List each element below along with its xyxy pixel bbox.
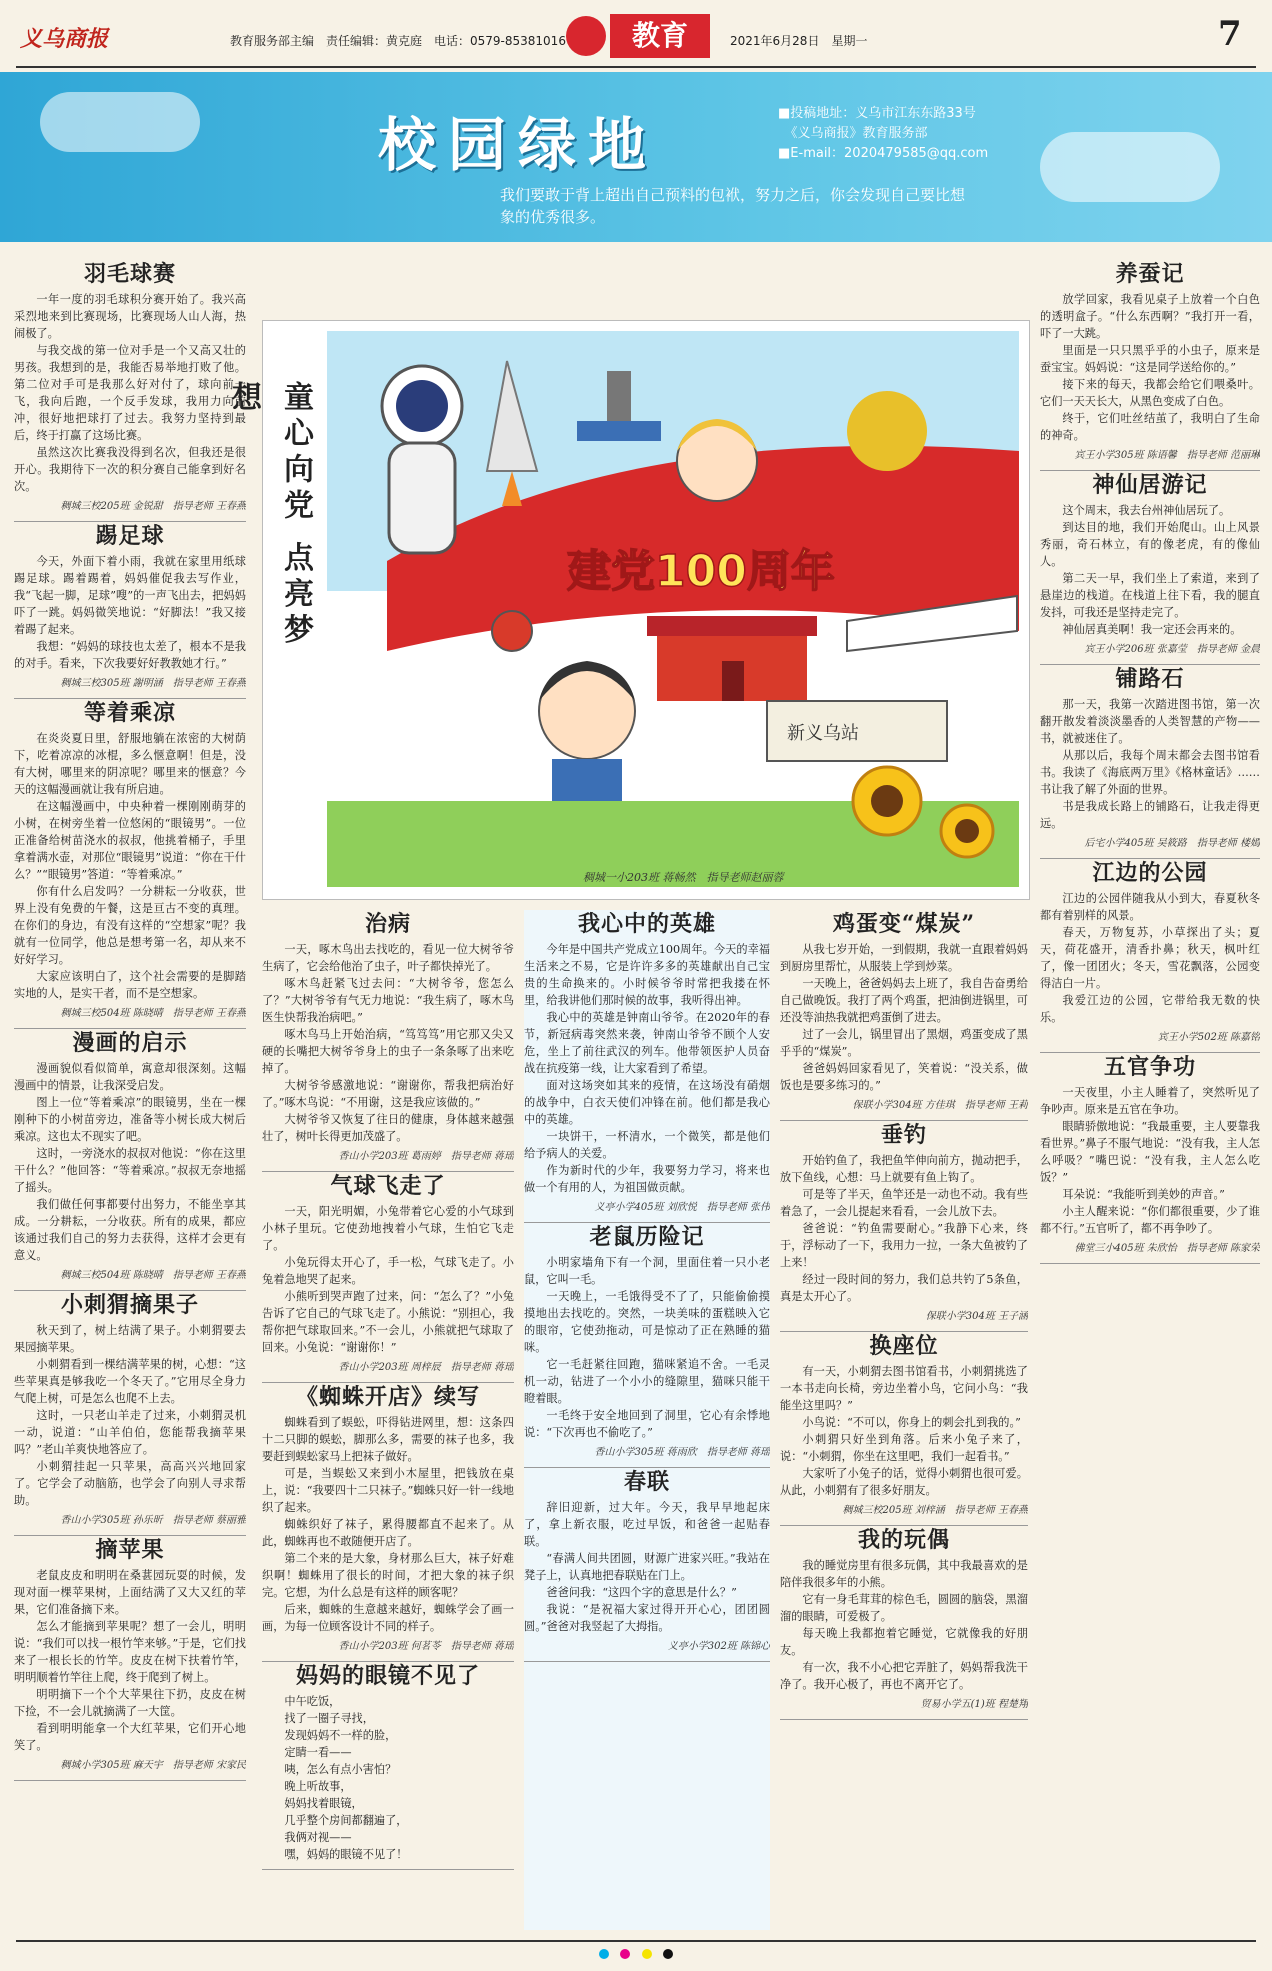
featured-drawing bbox=[226, 320, 1030, 900]
article-paragraph: 作为新时代的少年，我要努力学习，将来也做一个有用的人，为祖国做贡献。 bbox=[524, 1164, 770, 1194]
drawing-canvas bbox=[327, 331, 1019, 887]
article-paragraph: “春满人间共团圆，财源广进家兴旺。”我站在凳子上，认真地把春联贴在门上。 bbox=[524, 1552, 770, 1582]
article-paragraph: 小鸟说：“不可以，你身上的刺会扎到我的。” bbox=[802, 1416, 1021, 1429]
contact-dept: 《义乌商报》教育服务部 bbox=[778, 126, 928, 141]
author-byline: 保联小学304班 方佳琪 指导老师 王莉 bbox=[852, 1100, 1028, 1111]
article-paragraph: 我说：“是祝福大家过得开开心心，团团圆圆。”爸爸对我竖起了大拇指。 bbox=[524, 1603, 770, 1633]
column-5 bbox=[1040, 260, 1260, 1930]
article-paragraph: 爸爸说：“钓鱼需要耐心。”我静下心来，终于，浮标动了一下，我用力一拉，一条大鱼被钓了上来！ bbox=[780, 1222, 1028, 1269]
section-title: 校园绿地 bbox=[378, 111, 659, 179]
author-byline: 稠城三校504班 陈晓晴 指导老师 王春燕 bbox=[60, 1008, 246, 1019]
logo-icon bbox=[566, 16, 606, 56]
article-paragraph: 从我七岁开始，一到假期，我就一直跟着妈妈到厨房里帮忙，从服装上学到炒菜。 bbox=[780, 943, 1028, 973]
cloud-decoration bbox=[40, 92, 200, 152]
author-byline: 义亭小学302班 陈锦心 bbox=[667, 1641, 770, 1652]
article-paragraph: 这时，一旁浇水的叔叔对他说：“你在这里干什么？”他回答：“等着乘凉。”叔叔无奈地摇了摇头。 bbox=[14, 1147, 246, 1194]
article-paragraph: 江边的公园伴随我从小到大，春夏秋冬都有着别样的风景。 bbox=[1040, 892, 1260, 922]
article-title: 等着乘凉 bbox=[83, 700, 176, 726]
article bbox=[14, 700, 246, 1029]
article-paragraph: 几乎整个房间都翻遍了， bbox=[284, 1814, 408, 1827]
banner-quote: 我们要敢于背上超出自己预料的包袱，努力之后，你会发现自己要比想象的优秀很多。 bbox=[500, 186, 966, 226]
column-4 bbox=[780, 910, 1028, 1930]
submission-contact bbox=[778, 104, 988, 164]
article-title: 换座位 bbox=[869, 1333, 939, 1359]
article-paragraph: 里面是一只只黑乎乎的小虫子，原来是蚕宝宝。妈妈说：“这是同学送给你的。” bbox=[1040, 344, 1260, 374]
article-paragraph: 我爱江边的公园，它带给我无数的快乐。 bbox=[1040, 994, 1260, 1024]
train-station-icon bbox=[767, 701, 947, 761]
article-paragraph: 耳朵说：“我能听到美妙的声音。” bbox=[1062, 1188, 1225, 1201]
article bbox=[1040, 261, 1260, 471]
cloud-decoration bbox=[1040, 132, 1220, 202]
article-paragraph: 小刺猬挂起一只苹果，高高兴兴地回家了。它学会了动脑筋，也学会了向别人寻求帮助。 bbox=[14, 1460, 246, 1507]
article-paragraph: 我想：“妈妈的球技也太差了，根本不是我的对手。看来，下次我要好好教教她才行。” bbox=[14, 640, 246, 670]
drawing-title: 童心向党 点亮梦想 bbox=[226, 381, 313, 650]
article-title: 铺路石 bbox=[1115, 666, 1185, 692]
party-anniversary-drawing bbox=[327, 331, 1019, 887]
article-paragraph: 虽然这次比赛我没得到名次，但我还是很开心。我期待下一次的积分赛自己能拿到好名次。 bbox=[14, 446, 246, 493]
column-3 bbox=[524, 910, 770, 1930]
article-divider bbox=[14, 1535, 246, 1536]
article-paragraph: 老鼠皮皮和明明在桑葚园玩耍的时候，发现对面一棵苹果树，上面结满了又大又红的苹果，它们准备摘下来。 bbox=[14, 1569, 246, 1616]
author-byline: 宾王小学206班 张嘉莹 指导老师 金晨 bbox=[1084, 644, 1260, 655]
article-paragraph: 可是，当蜈蚣又来到小木屋里，把钱放在桌上，说：“我要四十二只袜子。”蜘蛛只好一针一线地织了起来。 bbox=[262, 1467, 514, 1514]
article-divider bbox=[780, 1120, 1028, 1121]
author-byline: 佛堂三小405班 朱欣怡 指导老师 陈家荣 bbox=[1074, 1243, 1260, 1254]
article-paragraph: 啄木鸟马上开始治病，“笃笃笃”用它那又尖又硬的长嘴把大树爷爷身上的虫子一条条啄了出来吃掉了。 bbox=[262, 1028, 514, 1075]
article-paragraph: 今年是中国共产党成立100周年。今天的幸福生活来之不易，它是许许多多的英雄献出自己宝贵的生命换来的。小时候爷爷时常把我搂在怀里，给我讲他们那时候的故事，我听得出神。 bbox=[524, 943, 770, 1007]
girl-saluting-icon bbox=[677, 419, 757, 501]
article-divider bbox=[524, 1222, 770, 1223]
article-paragraph: 我俩对视—— bbox=[284, 1831, 352, 1844]
article-paragraph: 每天晚上我都抱着它睡觉，它就像我的好朋友。 bbox=[780, 1627, 1028, 1657]
drawing-caption: 稠城一小203班 蒋畅然 指导老师赵丽蓉 bbox=[583, 871, 784, 884]
article-paragraph: 妈妈找着眼镜， bbox=[284, 1797, 363, 1810]
newspaper-name: 义乌商报 bbox=[20, 26, 109, 52]
issue-date: 2021年6月28日 星期一 bbox=[730, 34, 868, 48]
article bbox=[262, 911, 514, 1172]
article bbox=[780, 1333, 1028, 1526]
article-paragraph: 有一次，我不小心把它弄脏了，妈妈帮我洗干净了。我开心极了，再也不离开它了。 bbox=[780, 1661, 1028, 1691]
article-paragraph: 面对这场突如其来的疫情，在这场没有硝烟的战争中，白衣天使们冲锋在前。他们都是我心中的英雄。 bbox=[524, 1079, 770, 1126]
article-title: 春联 bbox=[623, 1469, 670, 1495]
article-title: 五官争功 bbox=[1103, 1054, 1196, 1080]
article-divider bbox=[1040, 470, 1260, 471]
article-divider bbox=[780, 1331, 1028, 1332]
article bbox=[524, 1469, 770, 1662]
article-paragraph: 春天，万物复苏，小草探出了头；夏天，荷花盛开，清香扑鼻；秋天，枫叶红了，像一团团火；冬天，雪花飘落，公园变得洁白一片。 bbox=[1040, 926, 1260, 990]
article-paragraph: 大树爷爷又恢复了往日的健康，身体越来越强壮了，树叶长得更加茂盛了。 bbox=[262, 1113, 514, 1143]
article-title: 《蜘蛛开店》续写 bbox=[295, 1384, 480, 1410]
article-paragraph: 咦，怎么有点小害怕？ bbox=[284, 1763, 397, 1776]
article-paragraph: 那一天，我第一次踏进图书馆，第一次翻开散发着淡淡墨香的人类智慧的产物——书，就被迷住了。 bbox=[1040, 698, 1260, 745]
article bbox=[780, 1122, 1028, 1332]
author-byline: 香山小学305班 孙乐昕 指导老师 蔡丽雅 bbox=[60, 1515, 246, 1526]
article-paragraph: 中午吃饭， bbox=[284, 1695, 341, 1708]
article-paragraph: 它一毛赶紧往回跑，猫咪紧追不舍。一毛灵机一动，钻进了一个小小的缝隙里，猫咪只能干瞪着眼。 bbox=[524, 1358, 770, 1405]
editor-info: 教育服务部主编 责任编辑：黄克庭 电话：0579-85381016 bbox=[230, 34, 566, 48]
article-paragraph: 漫画貌似看似简单，寓意却很深刻。这幅漫画中的情景，让我深受启发。 bbox=[14, 1062, 246, 1092]
author-byline: 香山小学203班 周梓辰 指导老师 蒋瑶 bbox=[338, 1362, 514, 1373]
article-paragraph: 过了一会儿，锅里冒出了黑烟，鸡蛋变成了黑乎乎的“煤炭”。 bbox=[780, 1028, 1028, 1058]
article-divider bbox=[1040, 664, 1260, 665]
article-paragraph: 一年一度的羽毛球积分赛开始了。我兴高采烈地来到比赛现场，比赛现场人山人海，热闹极了。 bbox=[14, 293, 246, 340]
article-paragraph: 小主人醒来说：“你们都很重要，少了谁都不行。”五官听了，都不再争吵了。 bbox=[1040, 1205, 1260, 1235]
article-paragraph: 第二个来的是大象，身材那么巨大，袜子好难织啊！蜘蛛用了很长的时间，才把大象的袜子织完。它想，为什么总是有这样的顾客呢？ bbox=[262, 1552, 514, 1599]
article-paragraph: 图上一位“等着乘凉”的眼镜男，坐在一棵刚种下的小树苗旁边，准备等小树长成大树后乘凉。这也太不现实了吧。 bbox=[14, 1096, 246, 1143]
yellow-mark bbox=[642, 1949, 652, 1959]
article bbox=[1040, 666, 1260, 859]
astronaut-icon bbox=[382, 366, 462, 553]
tiananmen-icon bbox=[647, 616, 817, 701]
article-paragraph: 接下来的每天，我都会给它们喂桑叶。它们一天天长大，从黑色变成了白色。 bbox=[1040, 378, 1260, 408]
article-paragraph: 在炎炎夏日里，舒服地躺在浓密的大树荫下，吃着凉凉的冰棍，多么惬意啊！但是，没有大树，哪里来的阴凉呢？哪里来的惬意？今天的这幅漫画就让我有所启迪。 bbox=[14, 732, 246, 796]
author-byline: 香山小学305班 蒋雨欣 指导老师 蒋瑶 bbox=[594, 1447, 770, 1458]
article-paragraph: 定睛一看—— bbox=[284, 1746, 352, 1759]
article-title: 老鼠历险记 bbox=[589, 1224, 705, 1250]
article-title: 我的玩偶 bbox=[857, 1527, 950, 1553]
color-registration-marks bbox=[0, 1944, 1272, 1964]
article-paragraph: 怎么才能摘到苹果呢？想了一会儿，明明说：“我们可以找一根竹竿来够。”于是，它们找来了一根长长的竹竿。皮皮在树下扶着竹竿，明明顺着竹竿往上爬，终于爬到了树上。 bbox=[14, 1620, 246, 1684]
article-paragraph: 一天夜里，小主人睡着了，突然听见了争吵声。原来是五官在争功。 bbox=[1040, 1086, 1260, 1116]
article-paragraph: 一天晚上，爸爸妈妈去上班了，我自告奋勇给自己做晚饭。我打了两个鸡蛋，把油倒进锅里，可还没等油热我就把鸡蛋倒了进去。 bbox=[780, 977, 1028, 1024]
article bbox=[780, 1527, 1028, 1720]
article bbox=[524, 1224, 770, 1468]
article-paragraph: 这时，一只老山羊走了过来，小刺猬灵机一动，说道：“山羊伯伯，您能帮我摘苹果吗？”老山羊爽快地答应了。 bbox=[14, 1409, 246, 1456]
black-mark bbox=[663, 1949, 673, 1959]
article-divider bbox=[262, 1869, 514, 1870]
article-paragraph: 今天，外面下着小雨，我就在家里用纸球踢足球。踢着踢着，妈妈催促我去写作业，我“飞起一脚，足球”嗖”的一声飞出去，把妈妈吓了一跳。妈妈微笑地说：“好脚法！”我又接着踢了起来。 bbox=[14, 555, 246, 636]
article bbox=[262, 1663, 514, 1870]
section-name: 教育 bbox=[610, 14, 710, 58]
article-paragraph: 小刺猬看到一棵结满苹果的树，心想：“这些苹果真是够我吃一个冬天了。”它用尽全身力气爬上树，可是怎么也爬不上去。 bbox=[14, 1358, 246, 1405]
article bbox=[1040, 860, 1260, 1053]
article-paragraph: 啄木鸟赶紧飞过去问：“大树爷爷，您怎么了？”大树爷爷有气无力地说：“我生病了，啄木鸟医生快帮我治病吧。” bbox=[262, 977, 514, 1024]
article-divider bbox=[780, 1719, 1028, 1720]
article-paragraph: 一天晚上，一毛饿得受不了了，只能偷偷摸摸地出去找吃的。突然，一块美味的蛋糕映入它的眼帘，它使劲拖动，可是惊动了正在熟睡的猫咪。 bbox=[524, 1290, 770, 1354]
article-paragraph: 我的睡觉房里有很多玩偶，其中我最喜欢的是陪伴我很多年的小熊。 bbox=[780, 1559, 1028, 1589]
article-paragraph: 一毛终于安全地回到了洞里，它心有余悸地说：“下次再也不偷吃了。” bbox=[524, 1409, 770, 1439]
article-title: 妈妈的眼镜不见了 bbox=[295, 1663, 480, 1689]
article-divider bbox=[524, 1467, 770, 1468]
article-paragraph: 辞旧迎新，过大年。今天，我早早地起床了，拿上新衣服，吃过早饭，和爸爸一起贴春联。 bbox=[524, 1501, 770, 1548]
article-divider bbox=[14, 698, 246, 699]
article-paragraph: 一天，阳光明媚，小兔带着它心爱的小气球到小林子里玩。它使劲地拽着小气球，生怕它飞走了。 bbox=[262, 1205, 514, 1252]
article bbox=[1040, 472, 1260, 665]
article-paragraph: 开始钓鱼了，我把鱼竿伸向前方，抛动把手，放下鱼线，心想：马上就要有鱼上钩了。 bbox=[780, 1154, 1028, 1184]
page-header bbox=[0, 0, 1272, 72]
article-paragraph: 小刺猬只好坐到角落。后来小兔子来了，说：“小刺猬，你坐在这里吧，我们一起看书。” bbox=[780, 1433, 1028, 1463]
article-paragraph: 大家听了小兔子的话，觉得小刺猬也很可爱。从此，小刺猬有了很多好朋友。 bbox=[780, 1467, 1028, 1497]
author-byline: 宾王小学502班 陈嘉铭 bbox=[1157, 1032, 1260, 1043]
article bbox=[262, 1173, 514, 1383]
article-title: 羽毛球赛 bbox=[83, 261, 176, 287]
article-paragraph: 一天，啄木鸟出去找吃的，看见一位大树爷爷生病了，它会给他治了虫子，叶子都快掉光了。 bbox=[262, 943, 514, 973]
article bbox=[14, 1292, 246, 1536]
article bbox=[14, 261, 246, 522]
cyan-mark bbox=[599, 1949, 609, 1959]
article-title: 鸡蛋变“煤炭” bbox=[832, 911, 976, 937]
article-paragraph: 经过一段时间的努力，我们总共钓了5条鱼，真是太开心了。 bbox=[780, 1273, 1028, 1303]
article-divider bbox=[262, 1661, 514, 1662]
author-byline: 香山小学203班 何茗苓 指导老师 蒋瑶 bbox=[338, 1641, 514, 1652]
article-divider bbox=[262, 1171, 514, 1172]
article-divider bbox=[14, 521, 246, 522]
author-byline: 后宅小学405班 吴筱路 指导老师 楼嫣 bbox=[1084, 838, 1260, 849]
column-1 bbox=[14, 260, 246, 1930]
article-title: 小刺猬摘果子 bbox=[60, 1292, 199, 1318]
article-title: 摘苹果 bbox=[95, 1537, 165, 1563]
article-paragraph: 有一天，小刺猬去图书馆看书，小刺猬挑选了一本书走向长椅，旁边坐着小鸟，它问小鸟：“我能坐这里吗？” bbox=[780, 1365, 1028, 1412]
article-paragraph: 蜘蛛看到了蜈蚣，吓得钻进网里，想：这条四十二只脚的蜈蚣，脚那么多，需要的袜子也多，我要赶到蜈蚣家马上把袜子做好。 bbox=[262, 1416, 514, 1463]
article-divider bbox=[14, 1780, 246, 1781]
section-logo bbox=[566, 14, 716, 58]
article-paragraph: 一块饼干，一杯清水，一个微笑，都是他们给予病人的关爱。 bbox=[524, 1130, 770, 1160]
article-title: 养蚕记 bbox=[1115, 261, 1185, 287]
section-banner bbox=[0, 72, 1272, 242]
article-paragraph: 这个周末，我去台州神仙居玩了。 bbox=[1062, 504, 1231, 517]
article-divider bbox=[14, 1290, 246, 1291]
article-paragraph: 第二天一早，我们坐上了索道，来到了悬崖边的栈道。在栈道上往下看，我的腿直发抖，可我还是坚持走完了。 bbox=[1040, 572, 1260, 619]
article-title: 我心中的英雄 bbox=[577, 911, 716, 937]
article-title: 江边的公园 bbox=[1092, 860, 1208, 886]
author-byline: 稠城三校305班 謝明涵 指导老师 王春燕 bbox=[60, 678, 246, 689]
article-paragraph: 到达目的地，我们开始爬山。山上风景秀丽，奇石林立，有的像老虎，有的像仙人。 bbox=[1040, 521, 1260, 568]
article-paragraph: 小明家墙角下有一个洞，里面住着一只小老鼠，它叫一毛。 bbox=[524, 1256, 770, 1286]
author-byline: 香山小学203班 葛雨婷 指导老师 蒋瑶 bbox=[338, 1151, 514, 1162]
article-divider bbox=[524, 1661, 770, 1662]
article-paragraph: 看到明明能拿一个大红苹果，它们开心地笑了。 bbox=[14, 1722, 246, 1752]
author-byline: 稠城三校205班 金锐甜 指导老师 王春燕 bbox=[60, 501, 246, 512]
article-paragraph: 书是我成长路上的铺路石，让我走得更远。 bbox=[1040, 800, 1260, 830]
article-paragraph: 爸爸问我：“这四个字的意思是什么？” bbox=[546, 1586, 737, 1599]
article bbox=[14, 1030, 246, 1291]
article-paragraph: 秋天到了，树上结满了果子。小刺猬要去果园摘苹果。 bbox=[14, 1324, 246, 1354]
article-paragraph: 我心中的英雄是钟南山爷爷。在2020年的春节，新冠病毒突然来袭，钟南山爷爷不顾个人安危，坐上了前往武汉的列车。他带领医护人员奋战在抗疫第一线，让大家看到了希望。 bbox=[524, 1011, 770, 1075]
page-number: 7 bbox=[1218, 14, 1242, 54]
article-paragraph: 找了一圈子寻找， bbox=[284, 1712, 374, 1725]
article-title: 气球飞走了 bbox=[330, 1173, 446, 1199]
article-paragraph: 眼睛骄傲地说：“我最重要，主人要靠我看世界。”鼻子不服气地说：“没有我，主人怎么呼吸？”嘴巴说：“没有我，主人怎么吃饭？” bbox=[1040, 1120, 1260, 1184]
article bbox=[262, 1384, 514, 1662]
article-paragraph: 在这幅漫画中，中央种着一棵刚刚萌芽的小树，在树旁坐着一位悠闲的“眼镜男”。一位正准备给树苗浇水的叔叔，他挑着桶子，手里拿着满水壶，对那位“眼镜男”说道：“你在干什么？”“眼镜男”答道：“等着乘凉。” bbox=[14, 800, 246, 881]
article-divider bbox=[262, 1382, 514, 1383]
author-byline: 保联小学304班 王子涵 bbox=[925, 1311, 1028, 1322]
author-byline: 稠城三校205班 刘梓涵 指导老师 王春燕 bbox=[842, 1505, 1028, 1516]
article bbox=[1040, 1054, 1260, 1264]
article-paragraph: 可是等了半天，鱼竿还是一动也不动。我有些着急了，一会儿提起来看看，一会儿放下去。 bbox=[780, 1188, 1028, 1218]
article-paragraph: 后来，蜘蛛的生意越来越好，蜘蛛学会了画一画，为每一位顾客设计不同的样子。 bbox=[262, 1603, 514, 1633]
column-2 bbox=[262, 910, 514, 1930]
article-title: 漫画的启示 bbox=[72, 1030, 188, 1056]
author-byline: 贸易小学五(1)班 程楚翔 bbox=[920, 1699, 1028, 1710]
station-label: 新义乌站 bbox=[787, 723, 859, 744]
article-paragraph: 明明摘下一个个大苹果往下扔，皮皮在树下捡，不一会儿就摘满了一大筐。 bbox=[14, 1688, 246, 1718]
author-byline: 宾王小学305班 陈语馨 指导老师 范丽琳 bbox=[1074, 450, 1260, 461]
article-paragraph: 终于，它们吐丝结茧了，我明白了生命的神奇。 bbox=[1040, 412, 1260, 442]
article-title: 踢足球 bbox=[95, 523, 165, 549]
article-paragraph: 大树爷爷感激地说：“谢谢你，帮我把病治好了。”啄木鸟说：“不用谢，这是我应该做的。” bbox=[262, 1079, 514, 1109]
article-divider bbox=[1040, 1263, 1260, 1264]
article-divider bbox=[1040, 858, 1260, 859]
article-paragraph: 放学回家，我看见桌子上放着一个白色的透明盒子。“什么东西啊？”我打开一看，吓了一大跳。 bbox=[1040, 293, 1260, 340]
article-paragraph: 小兔玩得太开心了，手一松，气球飞走了。小兔着急地哭了起来。 bbox=[262, 1256, 514, 1286]
article-paragraph: 从那以后，我每个周末都会去图书馆看书。我读了《海底两万里》《格林童话》……书让我了解了外面的世界。 bbox=[1040, 749, 1260, 796]
contact-address: ■投稿地址：义乌市江东东路33号 bbox=[778, 106, 976, 121]
author-byline: 义亭小学405班 刘欣悦 指导老师 张伟 bbox=[594, 1202, 770, 1213]
article-title: 治病 bbox=[364, 911, 411, 937]
contact-email: ■E-mail：2020479585@qq.com bbox=[778, 146, 989, 161]
footer-divider bbox=[16, 1940, 1256, 1942]
article bbox=[14, 523, 246, 699]
article-paragraph: 神仙居真美啊！我一定还会再来的。 bbox=[1062, 623, 1242, 636]
author-byline: 稠城小学305班 麻天宇 指导老师 宋家民 bbox=[60, 1760, 246, 1771]
article-paragraph: 你有什么启发吗？一分耕耘一分收获，世界上没有免费的午餐，这是亘古不变的真理。在你们的身边，有没有这样的“空想家”呢？我就有一位同学，他总是想考第一名，却从来不好好学习。 bbox=[14, 885, 246, 966]
author-byline: 稠城三校504班 陈晓晴 指导老师 王春燕 bbox=[60, 1270, 246, 1281]
article-paragraph: 发现妈妈不一样的脸， bbox=[284, 1729, 397, 1742]
article-paragraph: 它有一身毛茸茸的棕色毛，圆圆的脑袋，黑溜溜的眼睛，可爱极了。 bbox=[780, 1593, 1028, 1623]
article-paragraph: 小熊听到哭声跑了过来，问：“怎么了？”小兔告诉了它自己的气球飞走了。小熊说：“别担心，我帮你把气球取回来。”不一会儿，小熊就把气球取了回来。小兔说：“谢谢你！” bbox=[262, 1290, 514, 1354]
article-paragraph: 与我交战的第一位对手是一个又高又壮的男孩。我想到的是，我能否易举地打败了他。第二位对手可是我那么好对付了，球向前一飞，我向后跑，一个反手发球，我用力向前冲，很好地把球打了过去。我努力坚持到最后，终于打赢了这场比赛。 bbox=[14, 344, 246, 442]
article-paragraph: 爸爸妈妈回家看见了，笑着说：“没关系，做饭也是要多练习的。” bbox=[780, 1062, 1028, 1092]
article-title: 垂钓 bbox=[880, 1122, 927, 1148]
hammer-sickle-icon bbox=[847, 391, 927, 471]
article bbox=[780, 911, 1028, 1121]
article-paragraph: 我们做任何事都要付出努力，不能坐享其成。一分耕耘，一分收获。所有的成果，都应该通过我们自己的努力去获得，这样才会更有意义。 bbox=[14, 1198, 246, 1262]
article-divider bbox=[1040, 1052, 1260, 1053]
drawing-banner-text: 建党100周年 bbox=[567, 546, 835, 597]
article-paragraph: 嘿，妈妈的眼镜不见了！ bbox=[284, 1848, 408, 1861]
article-title: 神仙居游记 bbox=[1092, 472, 1208, 498]
article-paragraph: 晚上听故事， bbox=[284, 1780, 352, 1793]
article bbox=[14, 1537, 246, 1781]
magenta-mark bbox=[620, 1949, 630, 1959]
header-divider bbox=[16, 66, 1256, 68]
article-paragraph: 大家应该明白了，这个社会需要的是脚踏实地的人，是实干者，而不是空想家。 bbox=[14, 970, 246, 1000]
article-divider bbox=[780, 1525, 1028, 1526]
article-paragraph: 蜘蛛织好了袜子，累得腰都直不起来了。从此，蜘蛛再也不敢随便开店了。 bbox=[262, 1518, 514, 1548]
article bbox=[524, 911, 770, 1223]
article-divider bbox=[14, 1028, 246, 1029]
